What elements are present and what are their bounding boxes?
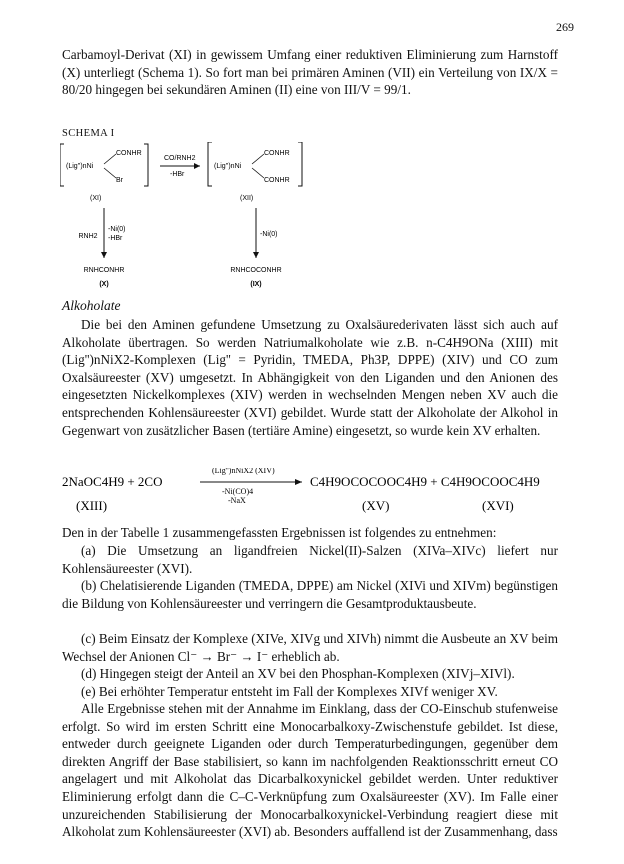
xii-bond-bottom	[252, 168, 264, 178]
eq-arrowhead	[295, 479, 302, 485]
xii-metal: (Lig'')nNi	[214, 163, 242, 170]
arrow-reagent-top: CO/RNH2	[164, 155, 196, 162]
paragraph-alkoholate: Die bei den Aminen gefundene Umsetzung zu Oxalsäurederivaten lässt sich auch auf Alkoholate übertragen. So werden Natriumalkoholate wie z.B. n-C4H9ONa (XIII) mit (Lig'')nNiX2-Komplexen (Lig'' = Pyridin, TMEDA, Ph3P, DPPE) (XIV) und CO zum Oxalsäureester (XV) umgesetzt. In Abhängigkeit von den Liganden und den Anionen des eingesetzten Nickelkomplexes (XIV) werden in wechselnden Mengen neben XV auch die entsprechenden Kohlensäureester (XVI) gebildet. Wurde statt der Alkoholate der Alkohol in Gegenwart von zusätzlicher Basen (tertiäre Amine) eingesetzt, so wurde kein XV erhalten.	[62, 317, 558, 438]
section-heading: Alkoholate	[62, 298, 121, 313]
left-bracket-close	[144, 144, 148, 186]
right-bracket-open	[208, 142, 212, 186]
right-product: RNHCOCONHR	[230, 267, 282, 274]
paragraph-summary-intro: Den in der Tabelle 1 zusammengefassten Ergebnissen ist folgendes zu entnehmen:	[62, 525, 497, 540]
eq-label-xiii: (XIII)	[76, 498, 108, 513]
reaction-scheme	[60, 142, 320, 292]
eq-reactants: 2NaOC4H9 + 2CO	[62, 474, 163, 489]
horizontal-arrowhead	[194, 163, 200, 169]
left-down-arrowhead	[101, 252, 107, 258]
left-down-1: -Ni(0)	[108, 226, 126, 233]
schema-title: SCHEMA I	[62, 128, 115, 139]
xi-label: (XI)	[90, 195, 102, 202]
xii-label: (XII)	[240, 195, 254, 202]
page-number: 269	[556, 20, 574, 34]
eq-label-xvi: (XVI)	[482, 498, 514, 513]
xi-bond-top	[104, 154, 116, 164]
eq-below-arrow-1: -Ni(CO)4	[222, 487, 254, 496]
list-item-c: (c) Beim Einsatz der Komplexe (XIVe, XIVg und XIVh) nimmt die Ausbeute an XV beim Wechsel der Anionen Cl⁻ → Br⁻ → I⁻ erheblich ab.	[62, 631, 558, 664]
right-down-arrowhead	[253, 252, 259, 258]
arrow-reagent-bottom: -HBr	[170, 171, 185, 178]
reaction-equation	[62, 468, 562, 518]
xi-bond-bottom	[104, 168, 116, 178]
list-item-a: (a) Die Umsetzung an ligandfreien Nickel(II)-Salzen (XIVa–XIVc) liefert nur Kohlensäureester (XVI).	[62, 543, 558, 576]
left-bracket-open	[60, 144, 64, 186]
right-product-label: (IX)	[250, 281, 262, 288]
right-bracket-close	[298, 142, 302, 186]
left-down-side: RNH2	[78, 233, 98, 240]
eq-below-arrow-2: -NaX	[228, 496, 246, 505]
xi-ligand-top: CONHR	[116, 150, 142, 157]
eq-label-xv: (XV)	[362, 498, 390, 513]
xi-ligand-bottom: Br	[116, 177, 123, 184]
right-down-label: -Ni(0)	[260, 231, 278, 238]
list-item-e: (e) Bei erhöhter Temperatur entsteht im Fall der Komplexes XIVf weniger XV.	[81, 684, 498, 699]
intro-paragraph: Carbamoyl-Derivat (XI) in gewissem Umfang einer reduktiven Eliminierung zum Harnstoff (X) unterliegt (Schema 1). So fort man bei primären Aminen (VII) ein Verteilung von IX/X = 80/20 hingegen bei sekundären Aminen (II) eine von III/V = 99/1.	[62, 47, 558, 98]
left-product: RNHCONHR	[83, 267, 125, 274]
left-down-2: -HBr	[108, 235, 123, 242]
left-product-label: (X)	[99, 281, 109, 288]
eq-above-arrow: (Lig'')nNiX2 (XIV)	[212, 468, 275, 475]
xii-ligand-bottom: CONHR	[264, 177, 290, 184]
xi-metal: (Lig'')nNi	[66, 163, 94, 170]
list-item-d: (d) Hingegen steigt der Anteil an XV bei den Phosphan-Komplexen (XIVj–XIVl).	[81, 666, 515, 681]
list-item-b: (b) Chelatisierende Liganden (TMEDA, DPPE) am Nickel (XIVi und XIVm) begünstigen die Bildung von Kohlensäureester und verringern die Gesamtproduktausbeute.	[62, 578, 558, 611]
xii-ligand-top: CONHR	[264, 150, 290, 157]
eq-products: C4H9OCOCOOC4H9 + C4H9OCOOC4H9	[310, 474, 540, 489]
xii-bond-top	[252, 154, 264, 164]
paragraph-conclusion: Alle Ergebnisse stehen mit der Annahme im Einklang, dass der CO-Einschub stufenweise erfolgt. So wird im ersten Schritt eine Monocarbalkoxy-Zwischenstufe gebildet. Ist diese, entweder durch geeignete Liganden oder durch Temperaturbedingungen, gegenüber dem direkten Angriff der Base stabilisiert, so kann im nachfolgenden Reaktionsschritt erneut CO angelagert und mit Alkoholat das Dicarbalkoxynickel gebildet werden. Unter reduktiver Eliminierung erfolgt dann die C–C-Verknüpfung zum Oxalsäureester (XV). Im Falle einer unzureichenden Stabilisierung der Monocarbalkoxynickel-Verbindung reagiert diese mit Alkoholat zum Kohlensäureester (XVI) ab. Besonders auffallend ist der Zusammenhang, dass	[62, 701, 558, 840]
